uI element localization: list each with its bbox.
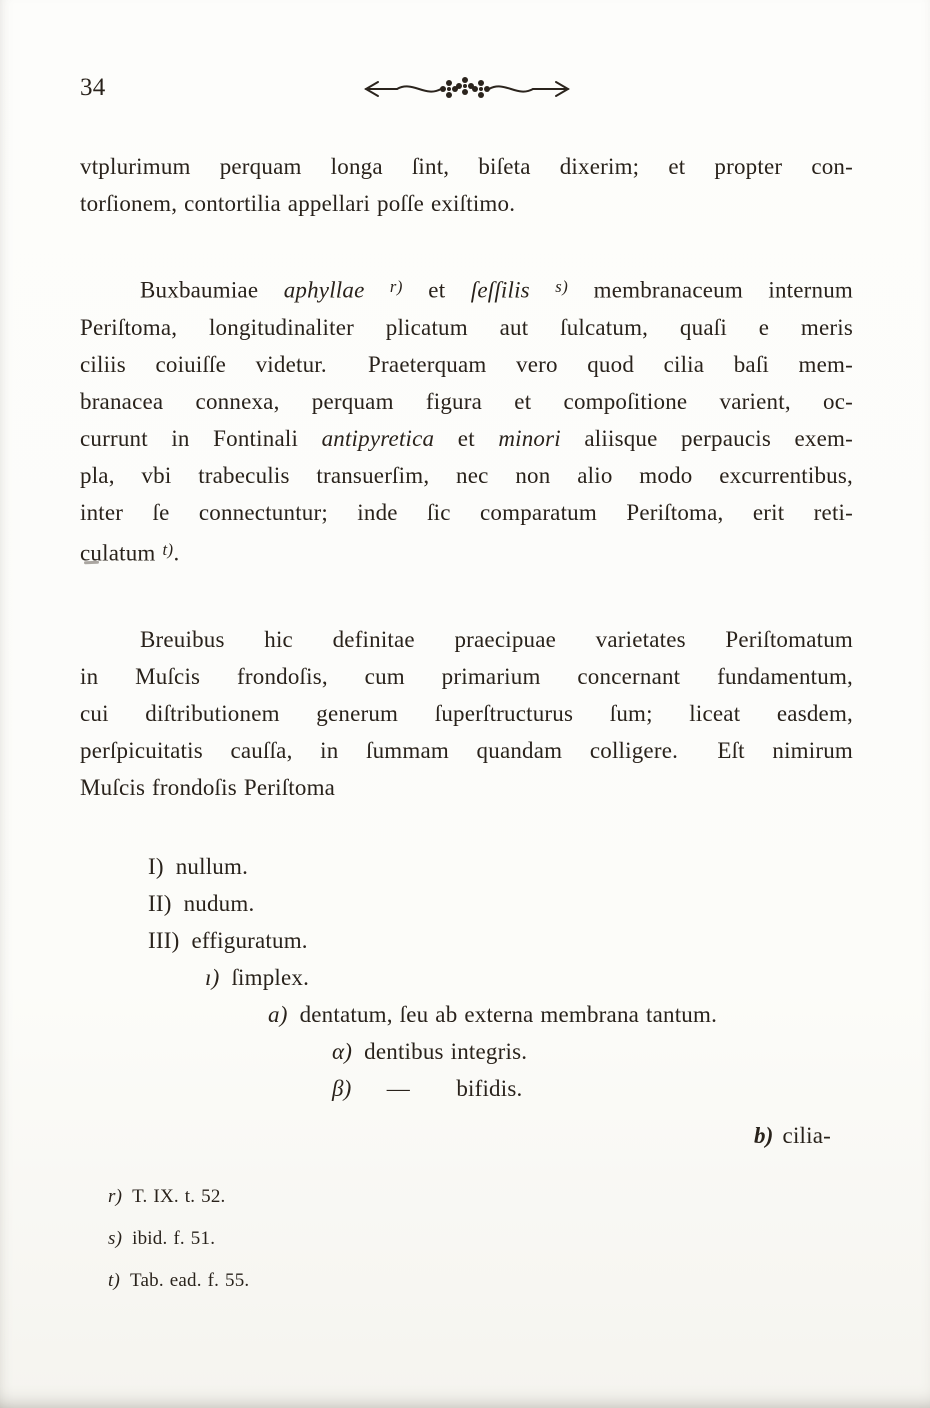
text-segment: culatum	[80, 540, 163, 566]
text-segment: .	[173, 540, 180, 566]
list-marker: α)	[332, 1039, 353, 1065]
footnote-label: r)	[108, 1186, 123, 1208]
floral-ornament-icon	[361, 76, 573, 102]
list-item-II	[148, 885, 853, 922]
text-line: in Muſcis frondoſis, cum primarium concernant fundamentum,	[80, 664, 853, 690]
species-name-italic: minori	[498, 425, 561, 451]
text-line: perſpicuitatis cauſſa, in ſummam quandam colligere. Eſt nimirum	[80, 738, 853, 764]
paragraph-opening	[80, 148, 853, 222]
list-text: dentibus integris.	[364, 1039, 528, 1065]
list-item-beta	[332, 1070, 853, 1107]
list-marker: β)	[332, 1076, 352, 1102]
footnote-label: s)	[108, 1228, 123, 1250]
footnote-t	[108, 1268, 853, 1294]
text-line	[80, 268, 853, 309]
text-line	[80, 531, 853, 572]
list-marker: a)	[268, 1002, 288, 1028]
page-number: 34	[80, 74, 106, 101]
list-marker: III)	[148, 928, 180, 954]
text-segment: currunt in Fontinali	[80, 425, 322, 451]
paragraph-summary	[80, 621, 853, 806]
text-segment: membranaceum internum	[568, 277, 853, 303]
list-text: ſimplex.	[231, 965, 310, 991]
footnote-marker-r: r)	[389, 277, 403, 296]
list-marker: II)	[148, 891, 172, 917]
footnote-r	[108, 1184, 853, 1210]
species-name-italic: ſeſſilis	[470, 277, 556, 303]
text-segment: et	[402, 277, 471, 303]
list-text: dentatum, ſeu ab externa membrana tantum.	[299, 1002, 718, 1028]
text-segment: et	[434, 425, 499, 451]
list-item-III	[148, 922, 853, 959]
footnote-text: Tab. ead. f. 55.	[130, 1270, 250, 1292]
catchword	[80, 1117, 853, 1154]
list-item-1	[205, 959, 853, 996]
text-line: Breuibus hic definitae praecipuae varietates Periſtomatum	[140, 627, 853, 653]
list-text: — bifidis.	[363, 1076, 523, 1102]
footnote-s	[108, 1226, 853, 1252]
text-segment: aliisque perpaucis exem-	[560, 425, 853, 451]
text-line: Muſcis frondoſis Periſtoma	[80, 775, 336, 801]
catchword-label: b)	[753, 1123, 774, 1149]
footnotes	[80, 1184, 853, 1294]
list-text: nudum.	[183, 891, 255, 917]
peristoma-classification-list	[80, 848, 853, 1107]
footnote-label: t)	[108, 1270, 121, 1292]
scan-artifact-dash	[84, 561, 99, 565]
list-marker: ı)	[205, 965, 220, 991]
text-line: vtplurimum perquam longa ſint, biſeta dixerim; et propter con-	[80, 154, 853, 179]
species-name-italic: antipyretica	[321, 425, 435, 451]
footnote-marker-t: t)	[162, 539, 174, 559]
text-line: torſionem, contortilia appellari poſſe exiſtimo.	[80, 191, 516, 216]
text-line: ciliis coiuiſſe videtur. Praeterquam vero quod cilia baſi mem-	[80, 351, 853, 377]
footnote-text: T. IX. t. 52.	[132, 1186, 226, 1208]
text-line: inter ſe connectuntur; inde ſic comparatum Periſtoma, erit reti-	[80, 499, 853, 525]
catchword-text: cilia-	[782, 1123, 831, 1149]
list-text: nullum.	[175, 854, 249, 880]
text-line: branacea connexa, perquam figura et compoſitione varient, oc-	[80, 388, 853, 414]
footnote-marker-s: s)	[555, 277, 569, 296]
text-segment: Buxbaumiae	[140, 277, 284, 303]
page-header	[80, 0, 853, 128]
text-line	[80, 420, 853, 457]
footnote-text: ibid. f. 51.	[132, 1228, 216, 1250]
text-line: pla, vbi trabeculis transuerſim, nec non alio modo excurrentibus,	[80, 462, 853, 488]
paragraph-buxbaumiae	[80, 268, 853, 571]
list-item-alpha	[332, 1033, 853, 1070]
list-item-a	[268, 996, 853, 1033]
list-item-I	[148, 848, 853, 885]
list-text: effiguratum.	[191, 928, 308, 954]
text-line: Periſtoma, longitudinaliter plicatum aut ſulcatum, quaſi e meris	[80, 314, 853, 340]
list-marker: I)	[148, 854, 164, 880]
species-name-italic: aphyllae	[283, 277, 390, 303]
text-line: cui diſtributionem generum ſuperſtructurus ſum; liceat easdem,	[80, 701, 853, 727]
ornament-graphic	[361, 76, 573, 102]
